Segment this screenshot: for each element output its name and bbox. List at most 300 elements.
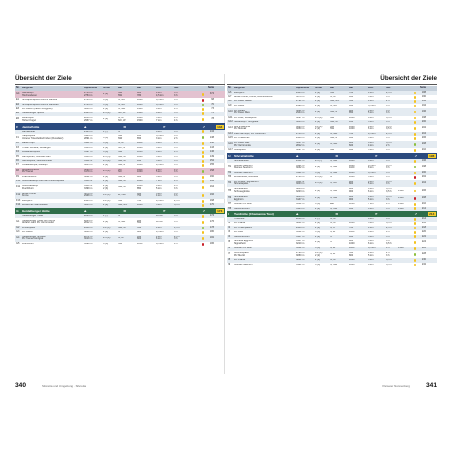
green-dot-icon [202,136,205,139]
table-row [15,235,225,243]
yellow-dot-icon [414,182,417,185]
row-distance: 4 km 5 km [368,252,374,257]
green-dot-icon [202,170,205,173]
row-ascent: 1050 [137,151,143,154]
col-distance: Dist. [368,87,374,90]
row-time: 2,5 h 3 h [174,235,180,241]
green-dot-icon [202,227,205,230]
row-difficulty: 2 (2) [315,165,321,168]
row-time: 3 h [174,176,178,179]
row-height: 2784 m [84,99,93,102]
row-aspect: NW, W [118,186,126,189]
row-page: 149 [209,154,214,158]
row-difficulty: 3 (3) [315,263,321,266]
row-nr: F8 [16,169,19,173]
row-distance: 5 km 4 km [156,192,162,198]
row-ascent: 550 [349,100,354,103]
row-aspect: NW [330,149,335,152]
row-aspect: S, W [330,231,336,234]
row-nr: H4 [228,181,232,185]
row-difficulty: 3 (3) [315,247,321,250]
row-rating [199,170,207,173]
table-row [15,192,225,200]
yellow-dot-icon [202,204,205,207]
row-distance: 6 km [368,207,374,210]
row-aspect: S, NW [330,171,338,174]
row-page: 224 [421,240,426,244]
row-time: 3,5 h 2 h [386,142,392,147]
row-aspect: S, NW [330,165,338,168]
row-ascent: 1000 [349,116,355,119]
row-difficulty: 3 (3) [315,171,321,174]
section-name: Heidelberger Hütte [22,208,50,213]
row-ascent: 1000 850 [137,185,143,190]
row-ascent: 950 650 [137,135,142,140]
row-time: 3 h [386,149,390,152]
row-rating [199,215,207,218]
row-ascent: 1250 [349,203,355,206]
green-dot-icon [414,253,417,256]
row-rating [199,155,207,158]
row-ascent: 850 [349,235,354,238]
row-page: 202 [421,126,426,130]
row-time: 3 h [174,99,178,102]
row-nr: G12 [228,120,233,124]
row-ascent: 1050 [349,259,355,262]
row-distance: 6 km [368,263,374,266]
row-difficulty: 2-3 (2) [103,170,111,173]
row-ziel: Piz Lasch (Lasch-Vorgipfel) [22,108,53,111]
row-distance: 6 km [156,142,162,145]
row-page: 198 [421,115,426,119]
row-height: 3226 m 3179 m [84,168,93,174]
row-time: 2,5 h [386,133,392,136]
row-ziel: Piz Champatsch [234,226,253,229]
row-page: 200 [421,120,426,124]
yellow-dot-icon [414,105,417,108]
row-distance: 5 km [156,146,162,149]
row-ziel: Silvretta Egghorn Signalhorn [234,240,254,245]
row-distance: 6 km 6 km [368,125,374,131]
row-page: 146 [209,150,214,154]
row-time: 3 h [386,121,390,124]
row-rating [199,136,207,139]
row-nr: F3 [16,145,19,149]
row-distance: 5 km 7 km [156,117,162,122]
yellow-dot-icon [202,200,205,203]
table-row [15,168,225,176]
row-height: 2798 m 3050 m [296,252,305,257]
row-aspect: N [118,214,120,217]
row-page: 78 [211,117,214,121]
row-page: 178 [209,225,214,229]
row-distance: 6 km [156,108,162,111]
row-aspect: S, NW [330,189,338,192]
row-aspect: N, W [118,237,124,240]
row-aspect: W, NW [118,194,126,197]
row-distance: 5 km [368,259,374,262]
table-row [227,125,437,133]
row-time: 3,5 h 3 h [386,196,392,201]
row-height: 2784 m [84,103,93,106]
row-page: 194 [421,103,426,107]
row-ziel: Silvrettahorn Schneeglocke [234,188,250,193]
row-difficulty: 2-3 (2) [315,176,323,179]
row-rating [199,200,207,203]
row-nr: E5 [16,117,20,121]
row-time: 3,5 h [386,222,392,225]
row-ascent: 1000 [137,99,143,102]
row-page: 230 [421,258,426,262]
row-time: 4 h [174,151,178,154]
row-ziel: Vesilspitze [234,149,246,152]
col-difficulty: Schw. [315,87,323,90]
row-page: 180 [209,230,214,234]
row-distance: 5 km 6 km [368,240,374,245]
row-height: 3006 m [84,108,93,111]
row-ascent: 850 [349,149,354,152]
row-ziel: Großer Piz Buin [234,203,252,206]
row-aspect: N, NO [118,99,125,102]
row-nr: H1 [228,164,232,168]
row-ascent: 1000 [349,263,355,266]
row-page: 134 [209,129,214,133]
row-aspect: N, W NO, W [118,117,126,122]
row-time: 3 h [174,220,178,223]
row-difficulty: 2 (2) [103,118,109,121]
col-ziel: Berg/Ziel [234,87,245,90]
row-time: 3 h [386,207,390,210]
row-aspect: N, W [330,218,336,221]
row-ascent: 950 [349,121,354,124]
row-time: 1,5 h [174,226,180,229]
yellow-dot-icon [202,237,205,240]
row-page: 206 [421,136,426,140]
row-height: 3244 m 3147 m [296,196,305,201]
row-page: 192 [421,99,426,103]
row-ascent: 760 [137,200,142,203]
g-rows [15,214,225,247]
row-ziel: Grossvadlkopf über den Futschölpass [22,180,64,183]
row-aspect: NW NW [118,135,123,140]
row-ziel: Piz Lasch [22,231,33,234]
row-difficulty: 2 (2) [315,110,321,113]
row-rating [199,243,207,246]
yellow-dot-icon [202,93,205,96]
yellow-dot-icon [414,100,417,103]
row-time: 3 h [386,137,390,140]
row-time: 3 h [386,104,390,107]
row-time: 3 h [386,159,390,162]
row-height: 3079 m [296,96,305,99]
row-time: 4 h [386,203,390,206]
yellow-dot-icon [414,92,417,95]
row-time: 3 h 3 h [174,192,178,198]
row-ziel: Heidelberger Hütte [22,214,43,217]
row-distance: 5 km [368,222,374,225]
yellow-dot-icon [202,142,205,145]
page-title: Übersicht der Ziele [15,75,72,82]
yellow-dot-icon [414,264,417,267]
row-time: 3 h [386,96,390,99]
table-row [227,141,437,149]
refresh-icon: ⟳ [163,124,166,129]
row-rating [199,194,207,197]
row-page: 210 [421,202,426,206]
row-height: 2856 m 2957 m [84,117,93,122]
red-dot-icon [202,99,205,102]
row-ascent: 1000 [137,146,143,149]
row-aspect: SW [330,91,335,94]
row-height: 3033 m 3050 m [296,125,305,131]
page-title: Übersicht der Ziele [380,75,437,82]
row-difficulty: 2 (2) [103,164,109,167]
row-ascent: 900 780 [137,92,142,97]
row-aspect: N [118,231,120,234]
row-nr: H6 [228,196,232,200]
row-ascent: 1000 1000 [349,125,355,131]
row-distance: 6 km 5 km [368,180,374,186]
row-page: 76 [211,111,214,115]
row-ascent: 1050 [349,222,355,225]
row-rating [411,100,419,103]
row-rating [199,99,207,102]
row-distance: 6 km [156,151,162,154]
refresh-icon: ⟳ [375,212,378,217]
row-page: 160 [209,175,214,179]
row-aspect: S, W [330,253,336,256]
green-dot-icon [202,104,205,107]
row-aspect: NW, W [118,155,126,158]
table-row [227,187,437,195]
row-difficulty: 1-2 (2) 2 (2) [315,125,323,131]
row-rating [199,176,207,179]
yellow-dot-icon [414,117,417,120]
row-difficulty: 3 (3) [315,203,321,206]
row-nr: I5 [228,240,231,244]
row-distance: 5 km [368,96,374,99]
row-ziel: Dreiländerspitze [22,151,41,154]
row-ascent: 350 [137,226,142,229]
row-difficulty: 2 (2) [103,220,109,223]
row-height: 2946 m [296,226,305,229]
intro-rows [15,91,225,124]
row-rating [411,117,419,120]
row-aspect: N, W [330,259,336,262]
row-ziel: Heidelberger Hütte von Ischgl Abfahrt nach Piz Val Gronda [22,219,55,225]
yellow-dot-icon [414,241,417,244]
row-difficulty: 2 (2) [315,149,321,152]
row-rating [411,176,419,179]
row-ascent: 900 900 [349,188,354,193]
row-nr: F5 [16,154,19,158]
row-difficulty: 3 (3) [103,136,109,139]
row-distance: 5 km [156,155,162,158]
row-nr: I2 [228,225,231,229]
row-extra: +100 [398,197,404,200]
row-ziel: Jamtalhütte [22,130,35,133]
row-rating [411,143,419,146]
mail-icon: ✉ [335,153,338,158]
row-nr: G14 [228,132,233,136]
row-rating [411,149,419,152]
row-nr: I7 [228,252,231,256]
row-rating [199,104,207,107]
row-rating [199,142,207,145]
col-page: Seite [208,86,214,90]
table-row [227,108,437,116]
row-rating [411,222,419,225]
row-ziel: Hauptspitze Unterer Totenfeldschrofen (Russfasz) [22,135,64,140]
row-height: 3197 m [84,151,93,154]
row-distance: 6,5 km [368,247,376,250]
row-page: 228 [421,252,426,256]
row-page: 166 [209,193,214,197]
table-row [15,91,225,99]
row-difficulty: 1-2 (1) [103,226,111,229]
h-rows [227,159,437,211]
row-distance: 6,5 km 6 km [368,164,376,170]
row-nr: G4 [16,236,20,240]
yellow-dot-icon [202,112,205,115]
yellow-dot-icon [414,231,417,234]
row-nr: F12 [16,193,21,197]
row-height: 2720 m [296,176,305,179]
yellow-dot-icon [414,227,417,230]
section-number: 196 [429,153,435,158]
row-distance: 4 km 6 km [156,235,162,241]
mail-icon: ✉ [123,208,126,213]
row-ziel: Westlicher Gamsboden [22,204,48,207]
row-rating [199,130,207,133]
yellow-dot-icon [202,194,205,197]
row-rating [199,204,207,207]
row-time: 3,5 h [386,259,392,262]
row-ziel: Schrapfenspitze durchs Lamedel [22,103,59,106]
row-difficulty: 1-2 (1) [103,194,111,197]
row-difficulty: 2-3 (2) [103,159,111,162]
row-ascent: 850 [349,104,354,107]
intro-rows [227,91,437,153]
row-height: 3107 m [296,235,305,238]
i-rows [227,217,437,267]
col-page: Seite [420,86,426,90]
row-difficulty: 2 (2) [315,137,321,140]
yellow-dot-icon [414,203,417,206]
yellow-dot-icon [414,111,417,114]
row-height: 3244 m 3223 m [296,188,305,193]
row-nr: I8 [228,258,231,262]
row-ziel: Pflanzknecht [22,176,37,179]
row-rating [411,172,419,175]
row-difficulty: 2 (2) [315,226,321,229]
row-nr: F6 [16,158,19,162]
row-ziel: Tiroler Scharte, Dreiangel [22,146,51,149]
row-distance: 6 km 5 km [156,185,162,190]
red-dot-icon [202,243,205,246]
running-footer: Silvretta und Umgebung · Silvretta [42,383,87,388]
row-ziel: Grossvadlkopf Fluchthorn [22,185,38,190]
yellow-dot-icon [414,259,417,262]
row-aspect: NW, W [118,226,126,229]
row-ziel: Gletscherhorn [234,235,250,238]
row-rating [411,111,419,114]
row-nr: G8 [228,99,232,103]
row-extra: +100 [398,189,404,192]
row-difficulty: 2 (2) [315,96,321,99]
row-distance: 4,5 km [368,133,376,136]
row-height: 3116 m 3399 m [84,185,93,190]
row-height: 3312 m [296,231,305,234]
row-ziel: Piz Fliana [234,222,245,225]
row-ascent: 1150 [137,243,143,246]
row-ascent: 850 750 [137,192,142,198]
row-ascent: 1600 1500 [137,117,143,122]
section-icons [84,209,211,213]
row-rating [411,218,419,221]
section-letter: F [16,124,19,129]
section-letter: G [16,208,19,213]
row-rating [411,259,419,262]
yellow-dot-icon [414,121,417,124]
row-ziel: Silvrettahorn Egghorn [234,196,249,201]
table-row [227,239,437,247]
row-nr: G17 [228,148,233,152]
section-number: 214 [429,212,435,217]
row-aspect: S, NW [330,197,338,200]
row-time: 3,5 h 3 h [386,164,392,170]
row-time: 3 h 3 h [174,92,178,97]
row-ziel: Mot d'Alamma Piz Motnair [234,125,250,131]
row-difficulty: 2 (2) [315,91,321,94]
row-distance: 6 km 5 km [368,196,374,201]
row-nr: F4 [16,150,19,154]
col-difficulty: Schw. [103,87,111,90]
col-ziel: Berg/Ziel [22,87,33,90]
row-nr: F9 [16,175,19,179]
row-aspect: N, NW [330,133,338,136]
row-nr: G11 [228,115,233,119]
row-rating [411,264,419,267]
row-aspect: N, NW [330,143,338,146]
row-ziel: Piz Davo Sassè [234,100,252,103]
row-aspect: S, SW [330,207,338,210]
row-ziel: Breite Krone, Krone, Bischofsfehre [234,96,273,99]
row-height: 3411 m 3003 m [296,180,305,186]
row-page: 196 [421,109,426,113]
row-rating [411,137,419,140]
row-ziel: Piz Chatschel [234,137,250,140]
row-ziel: Zahnjoch [234,91,245,94]
row-rating [411,203,419,206]
row-ziel: Tuoihütte [234,218,245,221]
row-page: 214 [421,217,426,221]
row-aspect: NW, W [118,180,126,183]
row-time: 3 h [386,235,390,238]
row-height: 2734 m 2754 m [84,92,93,97]
row-distance: 7 km [156,180,162,183]
row-extra: +100 [398,247,404,250]
row-rating [411,182,419,185]
row-aspect: NO, N [118,146,125,149]
row-aspect: N [118,130,120,133]
yellow-dot-icon [414,222,417,225]
yellow-dot-icon [202,221,205,224]
yellow-dot-icon [414,137,417,140]
row-ascent: 850 550 [137,219,142,225]
row-ziel: Chalausköpfe, Ballkopf [22,164,48,167]
row-height: 3184 m 2891 m [84,135,93,140]
